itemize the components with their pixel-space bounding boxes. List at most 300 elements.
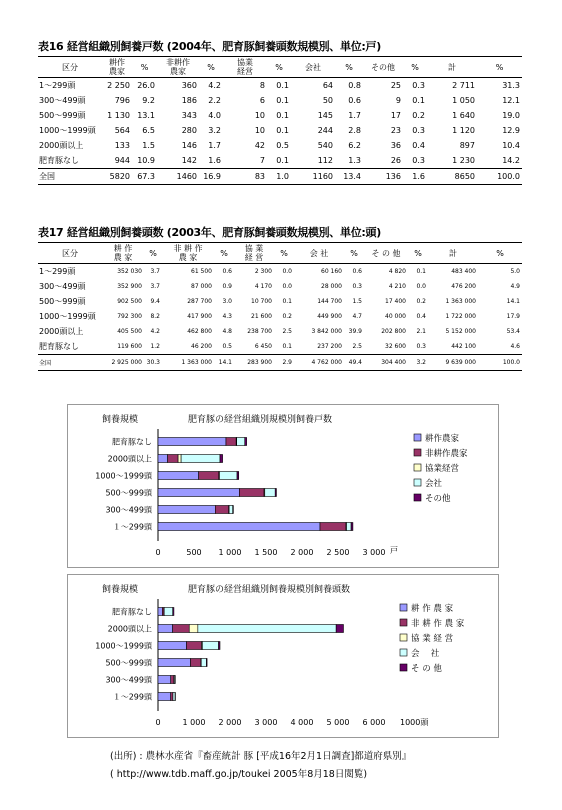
table17-row-label: 300～499頭 [39, 282, 86, 291]
table16-cell: 540 [317, 141, 333, 150]
chart-bar-segment [158, 608, 162, 616]
table16-row-label: 500～999頭 [39, 111, 86, 120]
chart-bar-segment [219, 472, 237, 480]
table16-cell: 0.2 [412, 111, 425, 120]
table17-cell: 4.6 [510, 343, 520, 350]
chart-legend-swatch [400, 604, 407, 611]
table17-cell: 792 300 [117, 313, 142, 320]
table17-cell: 0.3 [416, 343, 426, 350]
table16-cell: 564 [114, 126, 130, 135]
table16-cell: 0.1 [276, 96, 289, 105]
table17-col-header: % [274, 243, 294, 264]
chart-bar-segment [171, 693, 173, 701]
chart-x-tick-label: 1 500 [254, 548, 278, 557]
chart-category-label: 500～999頭 [105, 488, 152, 498]
table17-cell: 5.0 [510, 268, 520, 275]
table17-cell: 4 170 [254, 283, 272, 290]
chart-legend-label: そ の 他 [411, 664, 442, 674]
table16-cell: 6.2 [348, 141, 361, 150]
table17-cell: 0.6 [222, 268, 232, 275]
table17-cell: 21 600 [251, 313, 272, 320]
chart-bar-segment [187, 642, 202, 650]
chart-bar-segment [158, 472, 199, 480]
table17-row-label: 2000頭以上 [39, 327, 84, 336]
table17-cell: 0.3 [352, 283, 362, 290]
chart-bar-segment [189, 625, 198, 633]
table16-cell: 1160 [291, 169, 335, 185]
table16-col-header: その他 [363, 57, 403, 78]
table17-cell: 1 363 000 [445, 298, 476, 305]
source-note: (出所) : 農林水産省『畜産統計 豚 [平成16年2月1日調査]都道府県別』 [110, 751, 412, 762]
table16-cell: 0.5 [276, 141, 289, 150]
chart-legend-swatch [400, 649, 407, 656]
table17-cell: 3.0 [222, 298, 232, 305]
table16-title: 表16 経営組織別飼養戸数 (2004年、肥育豚飼養頭数規模別、単位:戸) [38, 40, 381, 53]
chart-households [67, 404, 499, 568]
table16-row-label: 2000頭以上 [39, 141, 84, 150]
table16-header-row [38, 57, 522, 78]
table17-cell: 60 160 [321, 268, 342, 275]
chart-bar-segment [201, 659, 206, 667]
table16-cell: 1.6 [403, 169, 427, 185]
table16-cell: 10.4 [502, 141, 520, 150]
table16-cell: 36 [390, 141, 401, 150]
table17-col-header: % [344, 243, 364, 264]
table17-cell: 100.0 [478, 355, 522, 371]
table17-cell: 0.2 [282, 313, 292, 320]
chart-x-tick-label: 500 [186, 548, 202, 557]
table16-cell: 0.1 [276, 111, 289, 120]
chart-bar-segment [158, 489, 239, 497]
table16-cell: 112 [317, 156, 333, 165]
table17-cell: 283 900 [234, 355, 274, 371]
table16-row-label: 全国 [38, 169, 102, 185]
chart-legend-label: 耕作農家 [425, 434, 460, 444]
table16-cell: 2.8 [348, 126, 361, 135]
table16-col-header: % [132, 57, 157, 78]
table16-col-header: 非耕作 農家 [157, 57, 199, 78]
table16-row [38, 93, 522, 108]
chart-bar-segment [164, 608, 173, 616]
chart-bar-segment [233, 506, 234, 514]
table17-row [38, 279, 522, 294]
chart-head-count [67, 574, 499, 738]
table16-cell: 8 [259, 81, 265, 90]
table17-cell: 352 900 [117, 283, 142, 290]
table17-cell: 405 500 [117, 328, 142, 335]
table17-title: 表17 経営組織別飼養頭数 (2003年、肥育豚飼養頭数規模別、単位:頭) [38, 226, 381, 239]
table17-cell: 14.1 [214, 355, 234, 371]
table16-cell: 4.0 [208, 111, 221, 120]
table17-cell: 4.3 [222, 313, 232, 320]
table17-row-label: 1～299頭 [39, 267, 76, 276]
chart-x-unit: 1000頭 [400, 718, 429, 727]
table17-cell: 144 700 [317, 298, 342, 305]
chart-y-axis-title: 飼養規模 [102, 585, 139, 595]
chart-category-label: 2000頭以上 [107, 454, 152, 464]
table17-cell: 3 842 000 [311, 328, 342, 335]
table16-cell: 0.1 [276, 81, 289, 90]
chart-legend-label: 耕 作 農 家 [411, 604, 454, 614]
table17-cell: 17 400 [385, 298, 406, 305]
table16-cell: 2 711 [452, 81, 475, 90]
table17-cell: 902 500 [117, 298, 142, 305]
table16-cell: 0.1 [276, 126, 289, 135]
table17-row-label: 全国 [38, 355, 102, 371]
table17-cell: 30.3 [144, 355, 162, 371]
chart-legend-label: 非耕作農家 [425, 449, 468, 459]
table16-cell: 13.4 [335, 169, 363, 185]
table17-cell: 2 925 000 [102, 355, 144, 371]
chart-bar-segment [168, 455, 179, 463]
table17-cell: 0.6 [352, 268, 362, 275]
table16-cell: 1.7 [208, 141, 221, 150]
table16-cell: 26.0 [137, 81, 155, 90]
chart-bar-segment [158, 455, 168, 463]
table16-row [38, 153, 522, 169]
table17-cell: 4 762 000 [294, 355, 344, 371]
table17-cell: 476 200 [451, 283, 476, 290]
chart-category-label: 2000頭以上 [107, 624, 152, 634]
chart-title: 肥育豚の経営組織別規模別飼養戸数 [188, 415, 333, 425]
table16-cell: 2.2 [208, 96, 221, 105]
table16-cell: 42 [254, 141, 265, 150]
table16-cell: 1 130 [107, 111, 130, 120]
table16-cell: 0.3 [412, 126, 425, 135]
chart-bar-segment [220, 455, 223, 463]
table16-row-label: 300～499頭 [39, 96, 86, 105]
table16-cell: 186 [181, 96, 197, 105]
table17-cell: 4 820 [388, 268, 406, 275]
table16-col-header: % [477, 57, 522, 78]
table17-cell: 3.2 [408, 355, 428, 371]
table17-cell: 0.2 [416, 298, 426, 305]
table17-cell: 32 600 [385, 343, 406, 350]
table17-cell: 1.5 [352, 298, 362, 305]
table16-cell: 145 [317, 111, 333, 120]
table17-cell: 2.5 [352, 343, 362, 350]
table17-cell: 5 152 000 [445, 328, 476, 335]
table17-cell: 2.9 [274, 355, 294, 371]
table16-cell: 0.4 [412, 141, 425, 150]
chart-category-label: 1000～1999頭 [95, 471, 152, 481]
chart-category-label: 1000～1999頭 [95, 641, 152, 651]
table16-col-header: % [267, 57, 291, 78]
table17-cell: 4.9 [510, 283, 520, 290]
table16-cell: 897 [459, 141, 475, 150]
table17-row-label: 肥育豚なし [39, 342, 79, 351]
table16-row [38, 123, 522, 138]
table17-cell: 10 700 [251, 298, 272, 305]
table16-cell: 7 [259, 156, 265, 165]
table16-cell: 10 [254, 111, 265, 120]
table16-cell: 10 [254, 126, 265, 135]
table17-cell: 352 030 [117, 268, 142, 275]
table16-col-header: 計 [427, 57, 477, 78]
table16-cell: 100.0 [477, 169, 522, 185]
table16-cell: 12.9 [502, 126, 520, 135]
chart-bar-segment [215, 506, 228, 514]
chart-bar-segment [265, 489, 275, 497]
table17-cell: 202 800 [381, 328, 406, 335]
chart-bar-segment [351, 523, 353, 531]
table16-cell: 944 [114, 156, 130, 165]
chart-bar-segment [239, 489, 264, 497]
table16-cell: 0.8 [348, 81, 361, 90]
table16-cell: 67.3 [132, 169, 157, 185]
table16-cell: 280 [181, 126, 197, 135]
table17-cell: 3.7 [150, 268, 160, 275]
table16-cell: 1.7 [348, 111, 361, 120]
chart-legend-swatch [414, 494, 421, 501]
chart-bar-segment [275, 489, 276, 497]
table16-row [38, 108, 522, 123]
table17-cell: 0.0 [416, 283, 426, 290]
table17 [38, 242, 522, 371]
table16-cell: 5820 [102, 169, 132, 185]
table17-cell: 417 900 [187, 313, 212, 320]
table17-col-header: そ の 他 [364, 243, 408, 264]
chart-legend-label: 協 業 経 営 [411, 634, 454, 644]
chart-bar-segment [346, 523, 351, 531]
chart-bar-segment [158, 523, 320, 531]
table16-cell: 3.2 [208, 126, 221, 135]
table17-cell: 449 900 [317, 313, 342, 320]
table17-col-header: % [144, 243, 162, 264]
table17-cell: 17.9 [506, 313, 520, 320]
chart-legend-label: 非 耕 作 農 家 [411, 619, 465, 629]
table16-cell: 0.1 [412, 96, 425, 105]
table17-cell: 0.0 [282, 283, 292, 290]
chart-bar-segment [219, 642, 220, 650]
chart-legend-label: 会社 [425, 479, 443, 489]
chart-category-label: 300～499頭 [105, 675, 152, 685]
table17-cell: 238 700 [247, 328, 272, 335]
chart-x-tick-label: 6 000 [362, 718, 386, 727]
table16-cell: 136 [363, 169, 403, 185]
chart-bar-segment [181, 455, 220, 463]
table17-cell: 2.5 [282, 328, 292, 335]
table16-cell: 9.2 [142, 96, 155, 105]
table16-cell: 25 [390, 81, 401, 90]
table16-cell: 1.5 [142, 141, 155, 150]
chart-title: 肥育豚の経営組織別飼養規模別飼養頭数 [188, 585, 351, 595]
chart-x-tick-label: 1 000 [182, 718, 206, 727]
chart-bar-segment [199, 472, 219, 480]
table17-cell: 8.2 [150, 313, 160, 320]
table17-col-header: 区分 [38, 243, 102, 264]
chart-category-label: 300～499頭 [105, 505, 152, 515]
chart-bar-segment [171, 676, 174, 684]
table17-row [38, 294, 522, 309]
table17-cell: 119 600 [117, 343, 142, 350]
table16-row-label: 1～299頭 [39, 81, 76, 90]
chart-x-tick-label: 0 [155, 548, 161, 557]
table16-cell: 1.6 [208, 156, 221, 165]
table17-row-label: 500～999頭 [39, 297, 86, 306]
table17-cell: 0.4 [416, 313, 426, 320]
chart-legend-label: その他 [425, 494, 451, 504]
chart-x-tick-label: 2 000 [218, 718, 242, 727]
chart-x-tick-label: 2 500 [326, 548, 350, 557]
chart-category-label: １～299頭 [112, 522, 152, 532]
table16-cell: 50 [322, 96, 333, 105]
table16-col-header: 会社 [291, 57, 335, 78]
chart-bar-segment [173, 608, 174, 616]
table16-row-label: 肥育豚なし [39, 156, 79, 165]
table16-cell: 2 250 [107, 81, 130, 90]
table16-col-header: 協業 経営 [223, 57, 267, 78]
table16-cell: 1460 [157, 169, 199, 185]
table16-cell: 17 [390, 111, 401, 120]
table16-cell: 6.5 [142, 126, 155, 135]
table17-col-header: % [478, 243, 522, 264]
table17-cell: 53.4 [506, 328, 520, 335]
table17-col-header: 協 業 経 営 [234, 243, 274, 264]
table17-cell: 287 700 [187, 298, 212, 305]
table17-cell: 46 200 [191, 343, 212, 350]
table16-cell: 31.3 [502, 81, 520, 90]
table16-cell: 12.1 [502, 96, 520, 105]
table17-cell: 1 722 000 [445, 313, 476, 320]
chart-x-tick-label: 5 000 [326, 718, 350, 727]
table17-col-header: % [214, 243, 234, 264]
table16-cell: 360 [181, 81, 197, 90]
chart-category-label: 肥育豚なし [112, 607, 152, 617]
table17-col-header: 非 耕 作 農 家 [162, 243, 214, 264]
table16-cell: 1 230 [452, 156, 475, 165]
chart-bar-segment [229, 506, 233, 514]
table17-cell: 0.5 [222, 343, 232, 350]
table16-cell: 1 050 [452, 96, 475, 105]
table17-row [38, 309, 522, 324]
table16-col-header: % [335, 57, 363, 78]
chart-bar-segment [158, 693, 171, 701]
chart-x-tick-label: 3 000 [254, 718, 278, 727]
table16-cell: 19.0 [502, 111, 520, 120]
chart-bar-segment [173, 693, 175, 701]
chart-bar-segment [226, 438, 236, 446]
table17-cell: 6 450 [254, 343, 272, 350]
source-url: ( http://www.tdb.maff.go.jp/toukei 2005年8月18日閲覧) [110, 769, 368, 780]
chart-legend-label: 協業経営 [425, 464, 460, 474]
chart-legend-swatch [400, 619, 407, 626]
table16-cell: 796 [114, 96, 130, 105]
table16-cell: 10.9 [137, 156, 155, 165]
table17-cell: 304 400 [364, 355, 408, 371]
table16-cell: 343 [181, 111, 197, 120]
table16-cell: 13.1 [137, 111, 155, 120]
table16-cell: 4.2 [208, 81, 221, 90]
table17-row [38, 324, 522, 339]
chart-bar-segment [173, 625, 190, 633]
table17-cell: 2.1 [416, 328, 426, 335]
table16-cell: 23 [390, 126, 401, 135]
chart-legend-swatch [414, 464, 421, 471]
table16-cell: 9 [395, 96, 401, 105]
table16-cell: 83 [223, 169, 267, 185]
table16-cell: 8650 [427, 169, 477, 185]
chart-bar-segment [190, 659, 200, 667]
chart-legend-swatch [400, 664, 407, 671]
table17-header-row [38, 243, 522, 264]
table17-cell: 462 800 [187, 328, 212, 335]
chart-head-count-svg [68, 575, 498, 737]
table17-cell: 40 000 [385, 313, 406, 320]
table16-col-header: % [403, 57, 427, 78]
chart-bar-segment [198, 625, 336, 633]
chart-x-tick-label: 4 000 [290, 718, 314, 727]
table17-cell: 39.9 [348, 328, 362, 335]
chart-y-axis-title: 飼養規模 [102, 415, 139, 425]
chart-category-label: 500～999頭 [105, 658, 152, 668]
table17-cell: 0.0 [282, 268, 292, 275]
table17-col-header: 会 社 [294, 243, 344, 264]
table17-cell: 4 210 [388, 283, 406, 290]
chart-bar-segment [245, 438, 247, 446]
table17-cell: 3.7 [150, 283, 160, 290]
chart-legend-swatch [414, 479, 421, 486]
table17-cell: 4.2 [150, 328, 160, 335]
table17-row [38, 339, 522, 355]
table17-cell: 4.8 [222, 328, 232, 335]
chart-bar-segment [158, 676, 171, 684]
table16-cell: 146 [181, 141, 197, 150]
table16-row-label: 1000～1999頭 [39, 126, 96, 135]
table16-cell: 133 [114, 141, 130, 150]
chart-bar-segment [178, 455, 181, 463]
table16-cell: 64 [322, 81, 333, 90]
chart-bar-segment [320, 523, 346, 531]
table17-cell: 0.1 [282, 343, 292, 350]
table16-cell: 0.3 [412, 81, 425, 90]
chart-bar-segment [237, 472, 239, 480]
chart-bar-segment [206, 659, 207, 667]
table17-cell: 14.1 [506, 298, 520, 305]
chart-bar-segment [158, 659, 190, 667]
table16-col-header: 区分 [38, 57, 102, 78]
chart-legend-swatch [400, 634, 407, 641]
chart-x-tick-label: 3 000 [362, 548, 386, 557]
chart-bar-segment [158, 625, 173, 633]
table16 [38, 56, 522, 185]
table17-cell: 1.2 [150, 343, 160, 350]
table16-cell: 1 640 [452, 111, 475, 120]
table17-cell: 2 300 [254, 268, 272, 275]
table16-row [38, 78, 522, 94]
chart-bar-segment [237, 438, 245, 446]
chart-households-svg [68, 405, 498, 567]
table16-col-header: % [199, 57, 223, 78]
table17-cell: 483 400 [451, 268, 476, 275]
table16-row [38, 138, 522, 153]
table17-cell: 28 000 [321, 283, 342, 290]
table17-cell: 1 363 000 [162, 355, 214, 371]
table16-cell: 1.0 [267, 169, 291, 185]
table16-cell: 0.3 [412, 156, 425, 165]
chart-legend-label: 会 社 [411, 649, 440, 659]
table17-cell: 87 000 [191, 283, 212, 290]
chart-x-tick-label: 2 000 [290, 548, 314, 557]
chart-bar-segment [158, 438, 226, 446]
table17-cell: 9 639 000 [428, 355, 478, 371]
chart-legend-swatch [414, 449, 421, 456]
chart-bar-segment [158, 642, 187, 650]
table16-cell: 244 [317, 126, 333, 135]
table17-cell: 4.7 [352, 313, 362, 320]
table17-cell: 49.4 [344, 355, 364, 371]
table17-row [38, 264, 522, 280]
